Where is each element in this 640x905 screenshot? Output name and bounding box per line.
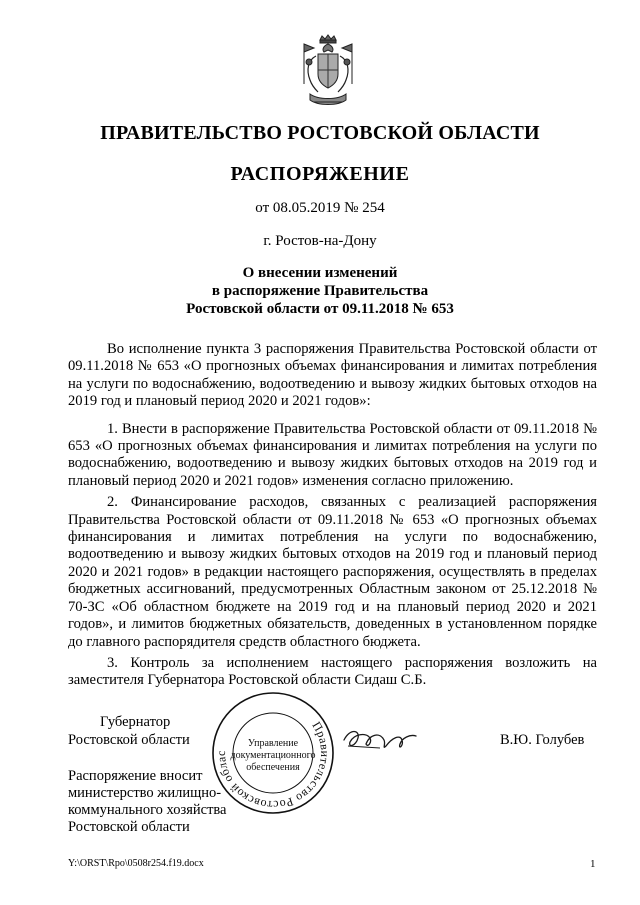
document-body — [68, 341, 597, 694]
footer-file-path: Y:\ORST\Rpo\0508r254.f19.docx — [68, 858, 204, 869]
government-title: ПРАВИТЕЛЬСТВО РОСТОВСКОЙ ОБЛАСТИ — [100, 122, 540, 144]
coat-of-arms-icon — [296, 34, 360, 110]
submitter-line: министерство жилищно- — [68, 785, 222, 801]
document-city: г. Ростов-на-Дону — [263, 233, 377, 249]
submitter-line: Распоряжение вносит — [68, 768, 203, 784]
body-paragraph-item-2: 2. Финансирование расходов, связанных с реализацией распоряжения Правительства Ростовской области от 09.11.2018 № 653 «О прогнозных объемах финансирования и лимитах потребления на услуги по водоснабжению, водоотведению и вывозу жидких бытовых отходов на 2019 год и плановый период 2020 и 2021 годов» в редакции настоящего распоряжения, осуществлять в пределах бюджетных ассигнований, предусмотренных Областным законом от 25.12.2018 № 70-ЗС «Об областном бюджете на 2019 год и на плановый период 2020 и 2021 годов», и лимитов бюджетных обязательств, доведенных в установленном порядке до главного распорядителя средств областного бюджета. — [68, 494, 597, 650]
official-stamp — [210, 690, 336, 816]
handwritten-signature — [340, 722, 430, 756]
submitter-line: коммунального хозяйства — [68, 802, 227, 818]
signer-position-line2: Ростовской области — [68, 732, 190, 748]
subject-line: в распоряжение Правительства — [211, 283, 429, 299]
stamp-outer-text: Правительство Ростовской облас — [213, 719, 333, 813]
document-date-number: от 08.05.2019 № 254 — [255, 200, 385, 216]
signature-icon — [340, 722, 430, 756]
subject-line: О внесении изменений — [242, 265, 398, 281]
stamp-inner-line: документационного — [230, 750, 316, 761]
document-type-title: РАСПОРЯЖЕНИЕ — [230, 163, 410, 185]
submitter-line: Ростовской области — [68, 819, 190, 835]
coat-of-arms-emblem — [296, 34, 360, 110]
subject-line: Ростовской области от 09.11.2018 № 653 — [186, 301, 454, 317]
page-number: 1 — [590, 858, 596, 870]
body-paragraph-item-1: 1. Внести в распоряжение Правительства Ростовской области от 09.11.2018 № 653 «О прогнозных объемах финансирования и лимитах потребления на услуги по водоснабжению, водоотведению и вывозу жидких бытовых отходов на 2019 год и плановый период 2020 и 2021 годов» изменения согласно приложению. — [68, 420, 597, 489]
signer-name: В.Ю. Голубев — [500, 732, 585, 748]
body-paragraph-intro: Во исполнение пункта 3 распоряжения Правительства Ростовской области от 09.11.2018 № 653 «О прогнозных объемах финансирования и лимитах потребления на услуги по водоснабжению, водоотведению и вывозу жидких бытовых отходов на 2019 год и плановый период 2020 и 2021 годов»: — [68, 341, 597, 410]
signer-position-line1: Губернатор — [100, 714, 171, 730]
document-subject — [0, 264, 640, 318]
submitter-block — [68, 768, 227, 836]
stamp-inner-line: Управление — [247, 738, 299, 749]
stamp-seal-icon — [210, 690, 336, 816]
stamp-inner-line: обеспечения — [246, 762, 300, 773]
body-paragraph-item-3: 3. Контроль за исполнением настоящего распоряжения возложить на заместителя Губернатора Ростовской области Сидаш С.Б. — [68, 654, 597, 689]
